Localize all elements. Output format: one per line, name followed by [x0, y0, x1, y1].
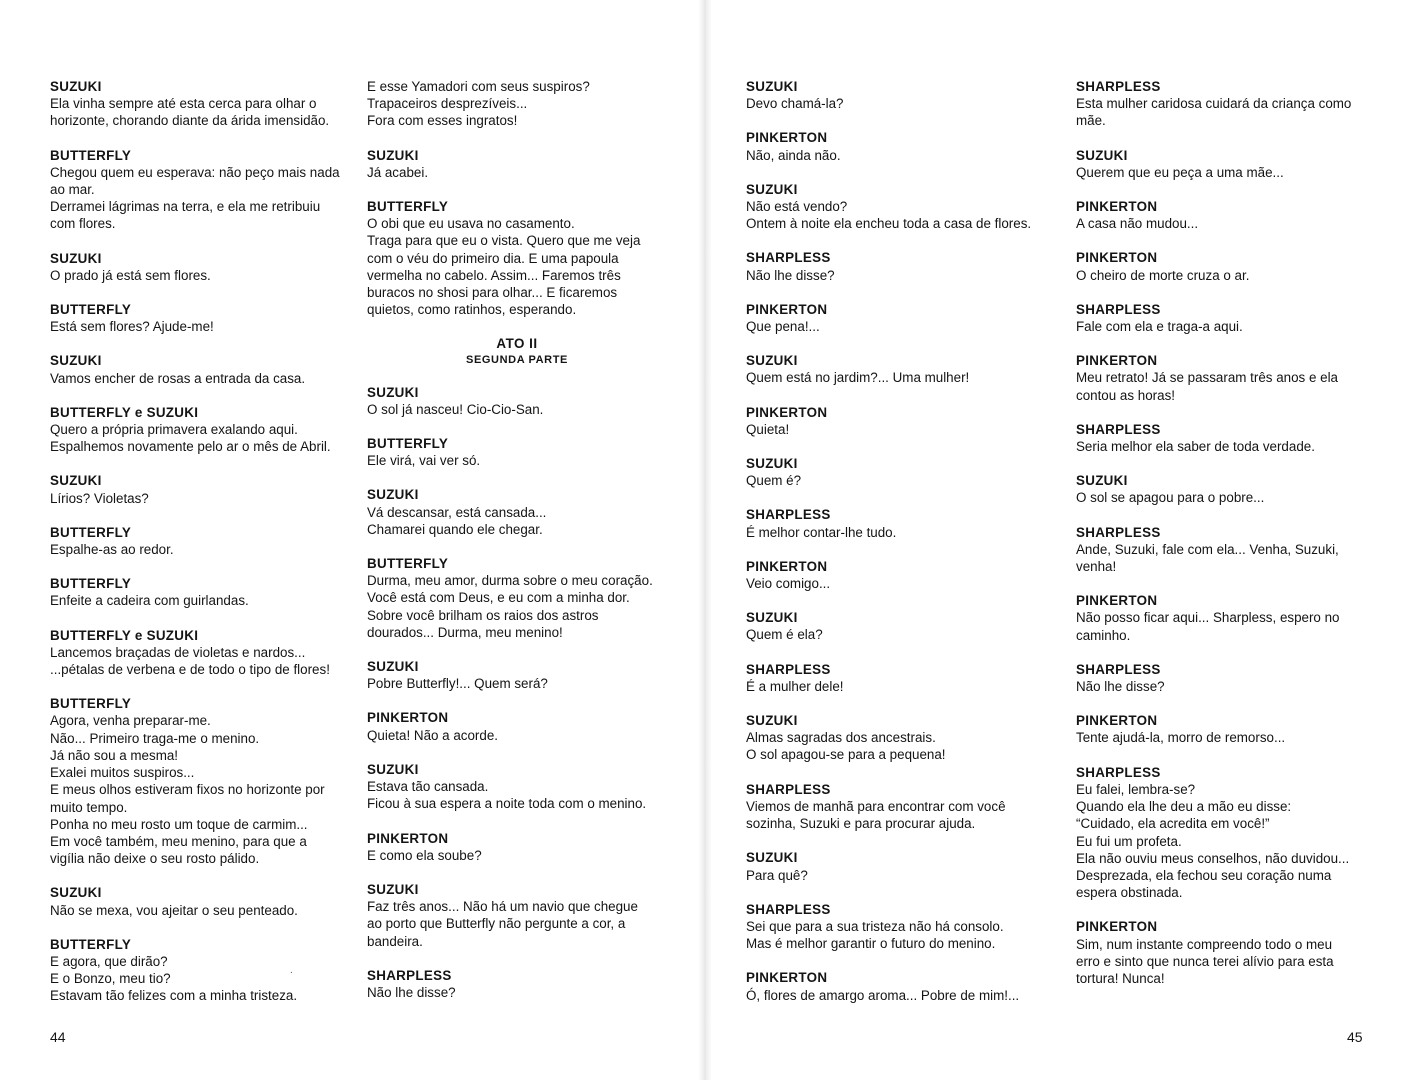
speaker-name: PINKERTON: [746, 404, 828, 420]
dialogue-block: [746, 404, 1046, 438]
act-heading: [367, 335, 667, 367]
dialogue-line: Ele virá, vai ver só.: [367, 453, 481, 469]
column-4: [1076, 78, 1361, 1004]
dialogue-line: Almas sagradas dos ancestrais.: [746, 730, 936, 746]
dialogue-line: Espalhemos novamente pelo ar o mês de Abril.: [50, 439, 331, 455]
column-2: [367, 78, 667, 1018]
dialogue-block: [746, 849, 1046, 883]
dialogue-block: [50, 352, 350, 386]
speaker-name: SHARPLESS: [367, 967, 452, 983]
dialogue-line: Sim, num instante compreendo todo o meu: [1076, 936, 1333, 952]
speaker-name: BUTTERFLY: [50, 524, 132, 540]
dialogue-block: [367, 555, 667, 641]
dialogue-block: [367, 78, 667, 130]
dialogue-line: Quem está no jardim?... Uma mulher!: [746, 370, 970, 386]
dialogue-line: Querem que eu peça a uma mãe...: [1076, 164, 1284, 180]
column-2-top: [367, 78, 667, 318]
dialogue-block: [746, 249, 1046, 283]
dialogue-line: Ó, flores de amargo aroma... Pobre de mim!...: [746, 987, 1020, 1003]
speaker-name: PINKERTON: [367, 710, 449, 726]
dialogue-line: Em você também, meu menino, para que a: [50, 833, 307, 849]
speaker-name: SUZUKI: [746, 79, 798, 94]
dialogue-line: Chamarei quando ele chegar.: [367, 521, 543, 537]
dialogue-line: com flores.: [50, 216, 116, 232]
dialogue-line: buracos no shosi para olhar... E ficaremos: [367, 285, 618, 301]
speaker-name: BUTTERFLY: [367, 556, 449, 572]
dialogue-block: [1076, 472, 1361, 506]
dialogue-block: [1076, 421, 1361, 455]
dialogue-block: [367, 658, 667, 692]
dialogue-line: O obi que eu usava no casamento.: [367, 216, 575, 232]
dialogue-block: [50, 147, 350, 233]
act-title: ATO II: [496, 336, 538, 352]
dialogue-line: muito tempo.: [50, 799, 128, 815]
book-fold: [698, 0, 712, 1080]
speaker-name: SUZUKI: [50, 79, 102, 94]
dialogue-block: [746, 558, 1046, 592]
speaker-name: SUZUKI: [746, 181, 798, 197]
dialogue-line: Ande, Suzuki, fale com ela... Venha, Suzuki,: [1076, 541, 1339, 557]
dialogue-line: Lancemos braçadas de violetas e nardos...: [50, 644, 306, 660]
dialogue-block: [1076, 198, 1361, 232]
dialogue-line: Agora, venha preparar-me.: [50, 713, 211, 729]
dialogue-line: E meus olhos estiveram fixos no horizonte por: [50, 782, 325, 798]
dialogue-block: [1076, 249, 1361, 283]
speaker-name: PINKERTON: [1076, 199, 1158, 215]
speaker-name: PINKERTON: [1076, 353, 1158, 369]
dialogue-line: O sol se apagou para o pobre...: [1076, 490, 1265, 506]
speaker-name: PINKERTON: [1076, 713, 1158, 729]
dialogue-line: vigília não deixe o seu rosto pálido.: [50, 851, 260, 867]
dialogue-line: Viemos de manhã para encontrar com você: [746, 798, 1006, 814]
dialogue-line: Vá descansar, está cansada...: [367, 504, 547, 520]
dialogue-block: [367, 830, 667, 864]
dialogue-line: O prado já está sem flores.: [50, 267, 211, 283]
dialogue-line: O sol apagou-se para a pequena!: [746, 747, 946, 763]
dialogue-block: [1076, 592, 1361, 644]
speaker-name: BUTTERFLY: [50, 576, 132, 592]
speaker-name: SHARPLESS: [1076, 524, 1161, 540]
dialogue-line: E esse Yamadori com seus suspiros?: [367, 79, 590, 94]
column-1: [50, 78, 350, 1022]
dialogue-line: Estavam tão felizes com a minha tristeza.: [50, 988, 298, 1004]
dialogue-block: [367, 967, 667, 1001]
speaker-name: BUTTERFLY: [50, 302, 132, 318]
speaker-name: PINKERTON: [1076, 919, 1158, 935]
dialogue-block: [746, 181, 1046, 233]
dialogue-line: Não lhe disse?: [367, 984, 456, 1000]
dialogue-line: Tente ajudá-la, morro de remorso...: [1076, 730, 1286, 746]
dialogue-block: [367, 147, 667, 181]
speaker-name: SHARPLESS: [746, 250, 831, 266]
dialogue-block: [367, 709, 667, 743]
dialogue-block: [50, 404, 350, 456]
dialogue-line: Não lhe disse?: [1076, 679, 1165, 695]
speaker-name: BUTTERFLY: [367, 436, 449, 452]
dialogue-block: [367, 881, 667, 950]
dialogue-line: dourados... Durma, meu menino!: [367, 624, 563, 640]
dialogue-line: bandeira.: [367, 933, 423, 949]
dialogue-line: Devo chamá-la?: [746, 96, 844, 112]
dialogue-line: Quero a própria primavera exalando aqui.: [50, 422, 298, 438]
speaker-name: SUZUKI: [367, 384, 419, 400]
dialogue-line: Esta mulher caridosa cuidará da criança como: [1076, 96, 1352, 112]
page-number-right: 45: [1347, 1029, 1363, 1045]
dialogue-block: [746, 661, 1046, 695]
dialogue-line: Não lhe disse?: [746, 267, 835, 283]
speaker-name: SHARPLESS: [1076, 301, 1161, 317]
dialogue-block: [1076, 712, 1361, 746]
dialogue-line: E o Bonzo, meu tio?: [50, 971, 171, 987]
dialogue-block: [1076, 764, 1361, 902]
speaker-name: BUTTERFLY: [367, 199, 449, 215]
dialogue-line: quietos, como ratinhos, esperando.: [367, 302, 577, 318]
dialogue-block: [50, 250, 350, 284]
dialogue-line: Não se mexa, vou ajeitar o seu penteado.: [50, 902, 298, 918]
speaker-name: SUZUKI: [746, 353, 798, 369]
dialogue-line: espera obstinada.: [1076, 885, 1183, 901]
dialogue-line: venha!: [1076, 559, 1117, 575]
dialogue-line: A casa não mudou...: [1076, 216, 1199, 232]
speaker-name: SUZUKI: [367, 881, 419, 897]
dialogue-block: [746, 129, 1046, 163]
dialogue-line: Quem é?: [746, 473, 802, 489]
dialogue-line: Vamos encher de rosas a entrada da casa.: [50, 370, 306, 386]
dialogue-line: Mas é melhor garantir o futuro do menino.: [746, 936, 996, 952]
dialogue-line: Não... Primeiro traga-me o menino.: [50, 730, 260, 746]
dialogue-line: Quieta! Não a acorde.: [367, 727, 499, 743]
dialogue-line: “Cuidado, ela acredita em você!”: [1076, 816, 1270, 832]
dialogue-block: [1076, 918, 1361, 987]
speaker-name: SUZUKI: [50, 473, 102, 489]
dialogue-line: Ponha no meu rosto um toque de carmim...: [50, 816, 308, 832]
dialogue-line: Quieta!: [746, 421, 790, 437]
dialogue-line: Desprezada, ela fechou seu coração numa: [1076, 867, 1332, 883]
dialogue-line: Que pena!...: [746, 319, 820, 335]
dialogue-block: [1076, 661, 1361, 695]
speaker-name: SHARPLESS: [746, 781, 831, 797]
speaker-name: SHARPLESS: [1076, 764, 1161, 780]
dialogue-line: erro e sinto que nunca terei alívio para esta: [1076, 953, 1334, 969]
dialogue-line: Quando ela lhe deu a mão eu disse:: [1076, 799, 1292, 815]
speaker-name: PINKERTON: [1076, 593, 1158, 609]
speaker-name: SUZUKI: [746, 850, 798, 866]
dialogue-line: É melhor contar-lhe tudo.: [746, 524, 897, 540]
dialogue-line: Meu retrato! Já se passaram três anos e ela: [1076, 370, 1338, 386]
speaker-name: SHARPLESS: [1076, 661, 1161, 677]
speaker-name: SHARPLESS: [746, 661, 831, 677]
dialogue-block: [367, 435, 667, 469]
dialogue-line: Já acabei.: [367, 164, 429, 180]
dialogue-line: Faz três anos... Não há um navio que chegue: [367, 899, 638, 915]
dialogue-line: Chegou quem eu esperava: não peço mais nada: [50, 164, 340, 180]
dialogue-line: E como ela soube?: [367, 847, 482, 863]
dialogue-line: Estava tão cansada.: [367, 779, 489, 795]
dialogue-block: [746, 609, 1046, 643]
dialogue-block: [367, 761, 667, 813]
dialogue-block: [746, 301, 1046, 335]
dialogue-line: Ficou à sua espera a noite toda com o menino.: [367, 796, 647, 812]
dialogue-line: Fora com esses ingratos!: [367, 113, 518, 129]
dialogue-line: com o véu do primeiro dia. E uma papoula: [367, 250, 619, 266]
speaker-name: SUZUKI: [1076, 473, 1128, 489]
dialogue-line: Fale com ela e traga-a aqui.: [1076, 319, 1243, 335]
speaker-name: BUTTERFLY: [50, 936, 132, 952]
speaker-name: SHARPLESS: [1076, 421, 1161, 437]
dialogue-block: [1076, 78, 1361, 130]
speaker-name: PINKERTON: [746, 301, 828, 317]
dialogue-block: [367, 384, 667, 418]
dialogue-line: Seria melhor ela saber de toda verdade.: [1076, 439, 1315, 455]
dialogue-line: Derramei lágrimas na terra, e ela me retribuiu: [50, 199, 321, 215]
dialogue-line: Exalei muitos suspiros...: [50, 765, 195, 781]
dialogue-line: Espalhe-as ao redor.: [50, 542, 174, 558]
dialogue-line: vermelha no cabelo. Assim... Faremos três: [367, 267, 621, 283]
dialogue-line: O sol já nasceu! Cio-Cio-San.: [367, 401, 544, 417]
speaker-name: PINKERTON: [746, 970, 828, 986]
column-3: [746, 78, 1046, 1021]
dialogue-line: Não, ainda não.: [746, 147, 841, 163]
dialogue-line: Quem é ela?: [746, 627, 823, 643]
speaker-name: SUZUKI: [746, 456, 798, 472]
dialogue-block: [50, 627, 350, 679]
dialogue-block: [50, 884, 350, 918]
speaker-name: SUZUKI: [1076, 147, 1128, 163]
speaker-name: BUTTERFLY: [50, 696, 132, 712]
dialogue-block: [1076, 147, 1361, 181]
dialogue-line: É a mulher dele!: [746, 678, 844, 694]
dialogue-block: [1076, 301, 1361, 335]
dialogue-block: [50, 936, 350, 1005]
speaker-name: SUZUKI: [367, 487, 419, 503]
column-2-bottom: [367, 384, 667, 1001]
dialogue-block: [367, 486, 667, 538]
dialogue-block: [746, 781, 1046, 833]
dialogue-line: Não está vendo?: [746, 199, 848, 215]
speaker-name: BUTTERFLY e SUZUKI: [50, 627, 199, 643]
speaker-name: SUZUKI: [50, 885, 102, 901]
dialogue-line: Veio comigo...: [746, 576, 831, 592]
dialogue-block: [50, 575, 350, 609]
dialogue-line: Eu fui um profeta.: [1076, 833, 1182, 849]
dialogue-line: Está sem flores? Ajude-me!: [50, 319, 214, 335]
dialogue-line: Ontem à noite ela encheu toda a casa de flores.: [746, 216, 1032, 232]
dialogue-line: Lírios? Violetas?: [50, 490, 149, 506]
dialogue-line: Não posso ficar aqui... Sharpless, espero no: [1076, 610, 1340, 626]
dialogue-line: Já não sou a mesma!: [50, 747, 179, 763]
dialogue-block: [746, 506, 1046, 540]
speaker-name: SUZUKI: [746, 610, 798, 626]
speaker-name: SUZUKI: [50, 353, 102, 369]
dialogue-line: Pobre Butterfly!... Quem será?: [367, 676, 548, 692]
speaker-name: SUZUKI: [367, 659, 419, 675]
dialogue-block: [50, 695, 350, 867]
dialogue-line: ao porto que Butterfly não pergunte a cor, a: [367, 916, 626, 932]
dialogue-block: [50, 524, 350, 558]
page-number-left: 44: [50, 1029, 66, 1045]
speaker-name: PINKERTON: [746, 130, 828, 146]
dialogue-line: contou as horas!: [1076, 387, 1176, 403]
dialogue-line: Durma, meu amor, durma sobre o meu coração.: [367, 573, 653, 589]
dialogue-line: E agora, que dirão?: [50, 953, 168, 969]
speaker-name: PINKERTON: [1076, 250, 1158, 266]
dialogue-line: O cheiro de morte cruza o ar.: [1076, 267, 1250, 283]
dialogue-line: Ela vinha sempre até esta cerca para olhar o: [50, 96, 317, 112]
act-part: SEGUNDA PARTE: [466, 353, 568, 366]
speaker-name: SUZUKI: [50, 250, 102, 266]
dialogue-line: Traga para que eu o vista. Quero que me veja: [367, 233, 641, 249]
dialogue-block: [746, 969, 1046, 1003]
speaker-name: SUZUKI: [367, 147, 419, 163]
dialogue-block: [1076, 352, 1361, 404]
dialogue-line: Trapaceiros desprezíveis...: [367, 96, 528, 112]
speaker-name: SUZUKI: [367, 761, 419, 777]
speaker-name: PINKERTON: [746, 558, 828, 574]
dialogue-block: [50, 301, 350, 335]
dialogue-line: Enfeite a cadeira com guirlandas.: [50, 593, 249, 609]
speaker-name: PINKERTON: [367, 830, 449, 846]
stray-mark: .: [290, 965, 293, 976]
dialogue-block: [50, 78, 350, 130]
dialogue-line: Ela não ouviu meus conselhos, não duvidou...: [1076, 850, 1350, 866]
dialogue-block: [367, 198, 667, 318]
speaker-name: BUTTERFLY e SUZUKI: [50, 404, 199, 420]
dialogue-line: caminho.: [1076, 627, 1131, 643]
dialogue-block: [746, 352, 1046, 386]
dialogue-line: sozinha, Suzuki e para procurar ajuda.: [746, 816, 976, 832]
speaker-name: SHARPLESS: [746, 901, 831, 917]
dialogue-line: ao mar.: [50, 182, 95, 198]
dialogue-line: Sobre você brilham os raios dos astros: [367, 607, 599, 623]
speaker-name: SUZUKI: [746, 713, 798, 729]
dialogue-line: mãe.: [1076, 113, 1106, 129]
dialogue-line: Sei que para a sua tristeza não há consolo.: [746, 918, 1004, 934]
speaker-name: SHARPLESS: [1076, 79, 1161, 94]
dialogue-block: [50, 472, 350, 506]
dialogue-block: [746, 712, 1046, 764]
dialogue-line: horizonte, chorando diante da árida imensidão.: [50, 113, 330, 129]
dialogue-block: [1076, 524, 1361, 576]
dialogue-block: [746, 901, 1046, 953]
dialogue-line: ...pétalas de verbena e de todo o tipo de flores!: [50, 662, 330, 678]
dialogue-line: Eu falei, lembra-se?: [1076, 781, 1196, 797]
dialogue-line: tortura! Nunca!: [1076, 970, 1165, 986]
dialogue-block: [746, 455, 1046, 489]
speaker-name: SHARPLESS: [746, 507, 831, 523]
dialogue-line: Para quê?: [746, 867, 808, 883]
dialogue-block: [746, 78, 1046, 112]
dialogue-line: Você está com Deus, e eu com a minha dor.: [367, 590, 630, 606]
speaker-name: BUTTERFLY: [50, 147, 132, 163]
